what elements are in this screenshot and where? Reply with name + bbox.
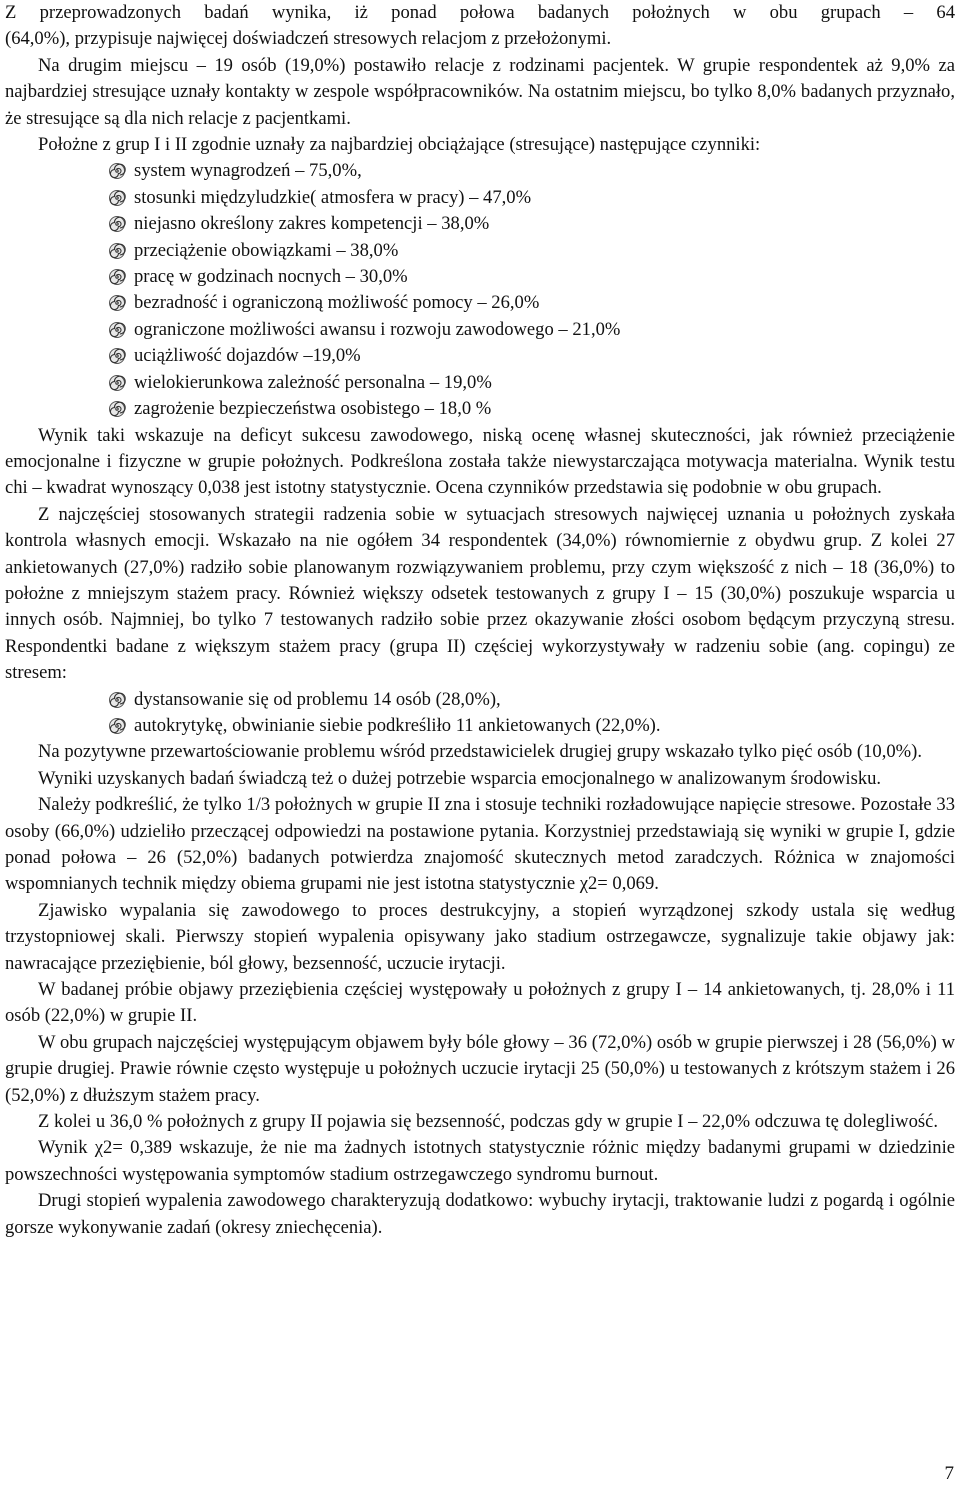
paragraph-burnout-process: Zjawisko wypalania się zawodowego to proces destrukcyjny, a stopień wyrządzonej szkody ustala się według trzystopniowej skali. Pierwszy stopień wypalenia opisywany jako stadium ostrzegawcze, sygnalizuje takie objawy jak: nawracające przeziębienie, ból głowy, bezsenność, uczucie irytacji. [5, 899, 955, 974]
list-item: autokrytykę, obwinianie siebie podkreśliło 11 ankietowanych (22,0%). [5, 713, 955, 739]
paragraph-relations-intro [5, 0, 955, 53]
paragraph-emotional-support: Wyniki uzyskanych badań świadczą też o dużej potrzebie wsparcia emocjonalnego w analizowanym środowisku. [38, 767, 882, 789]
paragraph-relations-ranking: Na drugim miejscu – 19 osób (19,0%) postawiło relacje z rodzinami pacjentek. W grupie respondentek aż 9,0% za najbardziej stresujące uznały kontakty w zespole współpracowników. Na ostatnim miejscu, bo tylko 8,0% badanych przyznało, że stresujące są dla nich relacje z pacjentkami. [5, 54, 955, 129]
spiral-bullet-icon [108, 215, 126, 233]
spiral-bullet-icon [108, 189, 126, 207]
text-line: (64,0%), przypisuje najwięcej doświadczeń stresowych relacjom z przełożonymi. [5, 28, 612, 50]
document-page [5, 0, 955, 1241]
spiral-bullet-icon [108, 321, 126, 339]
text-line: Z przeprowadzonych badań wynika, iż ponad połowa badanych położnych w obu grupach – 64 [5, 2, 955, 23]
list-item: wielokierunkowa zależność personalna – 19,0% [5, 370, 955, 396]
list-item: ograniczone możliwości awansu i rozwoju zawodowego – 21,0% [5, 317, 955, 343]
paragraph-coping-strategies: Z najczęściej stosowanych strategii radzenia sobie w sytuacjach stresowych najwięcej uznania u położnych zyskała kontrola własnych emocji. Wskazało na nie ogółem 34 respondentek (34,0%) równomiernie z obydwu grup. Z kolei 27 ankietowanych (27,0%) radziło sobie planowanym rozwiązywaniem problemu, przy czym większość z nich – 18 (36,0%) to położne z mniejszym stażem pracy. Również większy odsetek testowanych z grupy I – 15 (30,0%) poszukuje wsparcia u innych osób. Najmniej, bo tylko 7 testowanych radziło sobie przez okazywanie złości osobom będącym przyczyną stresu. Respondentki badane z większym stażem pracy (grupa II) częściej wykorzystywały w radzeniu sobie (ang. copingu) ze stresem: [5, 503, 955, 684]
spiral-bullet-icon [108, 294, 126, 312]
list-item: system wynagrodzeń – 75,0%, [5, 158, 955, 184]
paragraph-stress-factors-intro: Położne z grup I i II zgodnie uznały za najbardziej obciążające (stresujące) następujące czynniki: [38, 134, 761, 156]
paragraph-insomnia: Z kolei u 36,0 % położnych z grupy II pojawia się bezsenność, podczas gdy w grupie I – 22,0% odczuwa tę dolegliwość. [38, 1111, 938, 1133]
list-item: niejasno określony zakres kompetencji – 38,0% [5, 211, 955, 237]
coping-list [5, 687, 955, 740]
spiral-bullet-icon [108, 268, 126, 286]
list-item: zagrożenie bezpieczeństwa osobistego – 18,0 % [5, 396, 955, 422]
paragraph-headache-symptoms: W obu grupach najczęściej występującym objawem były bóle głowy – 36 (72,0%) osób w grupie pierwszej i 28 (56,0%) w grupie drugiej. Prawie równie często występuje u położnych uczucie irytacji 25 (50,0%) u testowanych z krótszym stażem i 26 (52,0%) z dłuższym stażem pracy. [5, 1031, 955, 1106]
paragraph-positive-reframing: Na pozytywne przewartościowanie problemu wśród przedstawicielek drugiej grupy wskazało tylko pięć osób (10,0%). [38, 741, 922, 763]
spiral-bullet-icon [108, 717, 126, 735]
spiral-bullet-icon [108, 162, 126, 180]
spiral-bullet-icon [108, 347, 126, 365]
paragraph-deficit-conclusion: Wynik taki wskazuje na deficyt sukcesu zawodowego, niską ocenę własnej skuteczności, jak również przeciążenie emocjonalne i fizyczne w grupie położnych. Podkreślona została także niewystarczająca motywacja materialna. Wynik testu chi – kwadrat wynoszący 0,038 jest istotny statystycznie. Ocena czynników przedstawia się podobnie w obu grupach. [5, 424, 955, 499]
spiral-bullet-icon [108, 242, 126, 260]
list-item: uciążliwość dojazdów –19,0% [5, 343, 955, 369]
list-item: stosunki międzyludzkie( atmosfera w pracy) – 47,0% [5, 185, 955, 211]
spiral-bullet-icon [108, 374, 126, 392]
stress-factors-list [5, 158, 955, 422]
spiral-bullet-icon [108, 400, 126, 418]
list-item: pracę w godzinach nocnych – 30,0% [5, 264, 955, 290]
paragraph-cold-symptoms: W badanej próbie objawy przeziębienia częściej występowały u położnych z grupy I – 14 ankietowanych, tj. 28,0% i 11 osób (22,0%) w grupie II. [5, 979, 955, 1027]
spiral-bullet-icon [108, 691, 126, 709]
paragraph-chi-square-result: Wynik χ2= 0,389 wskazuje, że nie ma żadnych istotnych statystycznie różnic między badanymi grupami w dziedzinie powszechności występowania symptomów stadium ostrzegawczego syndromu burnout. [5, 1137, 955, 1185]
page-number: 7 [944, 1463, 954, 1484]
list-item: dystansowanie się od problemu 14 osób (28,0%), [5, 687, 955, 713]
list-item: przeciążenie obowiązkami – 38,0% [5, 238, 955, 264]
list-item: bezradność i ograniczoną możliwość pomocy – 26,0% [5, 290, 955, 316]
paragraph-relaxation-techniques: Należy podkreślić, że tylko 1/3 położnych w grupie II zna i stosuje techniki rozładowujące napięcie stresowe. Pozostałe 33 osoby (66,0%) udzieliło przeczącej odpowiedzi na postawione pytania. Korzystniej przedstawiają się wyniki w grupie I, gdzie ponad połowa – 26 (52,0%) badanych potwierdza znajomość skutecznych metod zaradczych. Różnica w znajomości wspomnianych technik między obiema grupami nie jest istotna statystycznie χ2= 0,069. [5, 794, 955, 895]
paragraph-second-stage: Drugi stopień wypalenia zawodowego charakteryzują dodatkowo: wybuchy irytacji, traktowanie ludzi z pogardą i ogólnie gorsze wykonywanie zadań (okresy zniechęcenia). [5, 1190, 955, 1238]
